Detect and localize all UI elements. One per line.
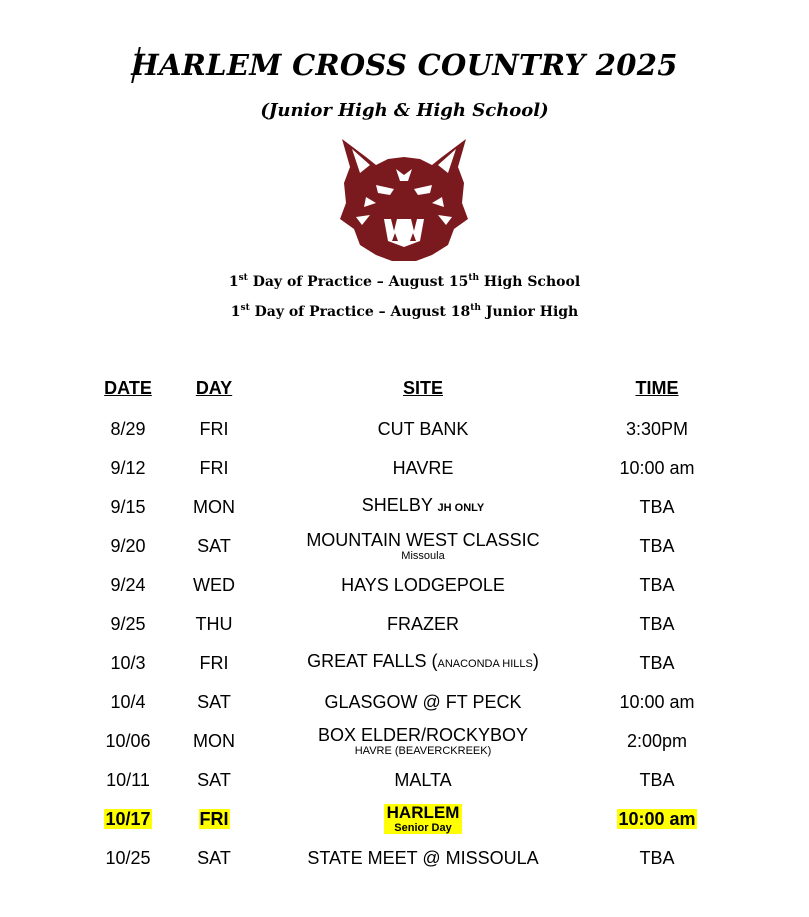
column-header-site: SITE: [402, 378, 443, 398]
practice-text: Day of Practice – August 15: [247, 274, 469, 290]
practice-group: High School: [479, 274, 581, 290]
practice-start-junior-high: [0, 304, 809, 320]
meet-day: MON: [193, 496, 235, 517]
meet-day: THU: [195, 613, 233, 634]
column-header-time: TIME: [635, 378, 679, 398]
meet-site: STATE MEET @ MISSOULA: [307, 847, 539, 868]
meet-time: TBA: [639, 496, 675, 517]
meet-date: 10/25: [105, 847, 151, 868]
meet-day: FRI: [199, 418, 229, 439]
practice-date-suffix: th: [470, 303, 481, 313]
meet-site: HAVRE: [392, 457, 454, 478]
practice-text: Day of Practice – August 18: [249, 304, 471, 320]
practice-date-suffix: th: [468, 273, 480, 283]
meet-time: TBA: [639, 652, 675, 673]
meet-time: TBA: [639, 613, 675, 634]
meet-date: 10/4: [110, 691, 146, 712]
meet-site-location: HAVRE (BEAVERCKREEK): [354, 744, 492, 757]
meet-date: 9/12: [110, 457, 146, 478]
schedule-row: [0, 409, 809, 448]
meet-day: MON: [193, 730, 235, 751]
meet-date: 10/11: [106, 769, 150, 790]
meet-date: 10/17: [105, 808, 151, 829]
schedule-row: [0, 838, 809, 877]
schedule-row-highlighted: [0, 799, 809, 838]
meet-time: 2:00pm: [626, 730, 688, 751]
meet-day: WED: [193, 574, 235, 595]
meet-site: CUT BANK: [377, 418, 469, 439]
meet-time: 10:00 am: [619, 457, 695, 478]
practice-ordinal-suffix: st: [238, 273, 248, 283]
meet-day: SAT: [197, 769, 231, 790]
meet-time: TBA: [639, 847, 675, 868]
meet-day: FRI: [199, 808, 229, 829]
schedule-row: [0, 604, 809, 643]
schedule-row: [0, 682, 809, 721]
column-header-date: DATE: [104, 378, 152, 398]
meet-day: FRI: [199, 652, 229, 673]
meet-date: 9/25: [110, 613, 146, 634]
page-subtitle: (Junior High & High School): [260, 100, 549, 121]
schedule-row: [0, 565, 809, 604]
schedule-row: [0, 448, 809, 487]
meet-date: 9/15: [110, 496, 146, 517]
meet-site: MOUNTAIN WEST CLASSIC: [306, 529, 540, 550]
practice-ordinal-suffix: st: [240, 303, 250, 313]
meet-site: HAYS LODGEPOLE: [341, 574, 505, 595]
meet-time: TBA: [639, 574, 675, 595]
meet-site: MALTA: [394, 769, 452, 790]
meet-site-highlight: [384, 804, 463, 834]
meet-time: 10:00 am: [618, 808, 696, 829]
meet-site: BOX ELDER/ROCKYBOY: [317, 724, 529, 745]
schedule-row: [0, 760, 809, 799]
meet-date: 9/24: [110, 574, 146, 595]
meet-day: FRI: [199, 457, 229, 478]
meet-site-note: JH ONLY: [437, 502, 485, 514]
practice-ordinal: 1: [230, 304, 241, 320]
meet-site-event: Senior Day: [394, 821, 452, 834]
meet-date: 10/06: [105, 730, 151, 751]
meet-site: GLASGOW @ FT PECK: [324, 691, 522, 712]
practice-start-high-school: [0, 274, 809, 290]
meet-time: TBA: [639, 769, 675, 790]
meet-site: SHELBY: [361, 495, 438, 515]
page-title: HARLEM CROSS COUNTRY 2025: [131, 48, 678, 82]
practice-group: Junior High: [480, 304, 579, 320]
meet-site: HARLEM: [386, 802, 460, 822]
meet-date: 10/3: [110, 652, 146, 673]
meet-day: SAT: [197, 847, 231, 868]
meet-date: 8/29: [110, 418, 146, 439]
schedule-row: [0, 526, 809, 565]
meet-day: SAT: [197, 535, 231, 556]
meet-site-note: ANACONDA HILLS: [437, 658, 533, 670]
meet-site: GREAT FALLS (: [307, 651, 438, 671]
meet-time: 3:30PM: [625, 418, 689, 439]
meet-site: FRAZER: [387, 613, 459, 634]
meet-site-close: ): [532, 651, 539, 671]
meet-time: 10:00 am: [619, 691, 695, 712]
schedule-row: [0, 643, 809, 682]
meet-site-location: Missoula: [401, 549, 445, 562]
practice-ordinal: 1: [228, 274, 239, 290]
meet-time: TBA: [639, 535, 675, 556]
column-header-day: DAY: [195, 378, 233, 398]
bobcat-logo-icon: [336, 137, 472, 261]
meet-day: SAT: [197, 691, 231, 712]
schedule-row: [0, 721, 809, 760]
meet-date: 9/20: [110, 535, 146, 556]
schedule-row: [0, 487, 809, 526]
